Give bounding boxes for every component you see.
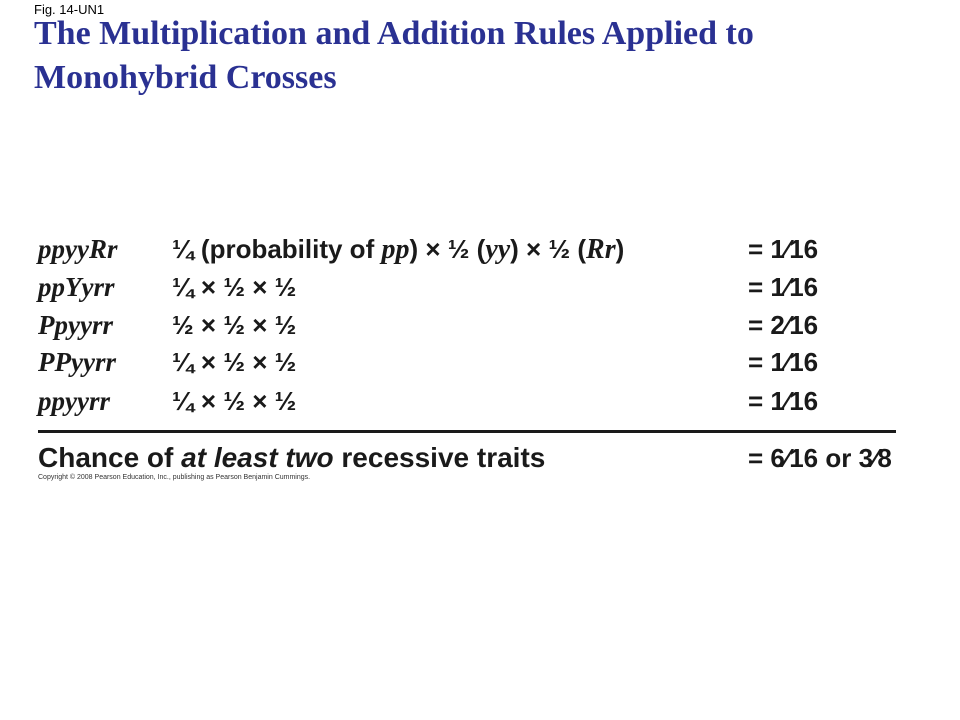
genotype-label: PPyyrr bbox=[38, 347, 116, 377]
figure-label: Fig. 14-UN1 bbox=[34, 2, 105, 17]
probability-result: = 1⁄16 bbox=[748, 234, 819, 264]
copyright-notice: Copyright © 2008 Pearson Education, Inc., publishing as Pearson Benjamin Cummings. bbox=[38, 474, 311, 481]
calc-genotype-term: pp bbox=[381, 234, 410, 265]
summary-prefix: Chance of bbox=[38, 442, 182, 473]
calc-genotype-term: Rr bbox=[586, 234, 616, 265]
probability-calculation: ¼ × ½ × ½ bbox=[172, 386, 297, 416]
probability-result: = 2⁄16 bbox=[748, 310, 819, 340]
genotype-label: ppYyrr bbox=[38, 272, 115, 302]
genotype-label: ppyyRr bbox=[38, 234, 118, 264]
summary-emphasis: at least two bbox=[181, 442, 334, 473]
calc-genotype-term: yy bbox=[485, 234, 511, 265]
slide-title: The Multiplication and Addition Rules Applied to Monohybrid Crosses bbox=[34, 15, 754, 96]
probability-calculation bbox=[172, 232, 624, 267]
calc-text: ) × ½ ( bbox=[409, 234, 486, 264]
sum-divider bbox=[38, 430, 896, 433]
probability-result: = 1⁄16 bbox=[748, 272, 819, 302]
summary-suffix: recessive traits bbox=[333, 442, 546, 473]
summary-result: = 6⁄16 or 3⁄8 bbox=[748, 443, 892, 473]
probability-result: = 1⁄16 bbox=[748, 347, 819, 377]
genotype-label: Ppyyrr bbox=[38, 310, 113, 340]
probability-result: = 1⁄16 bbox=[748, 386, 819, 416]
calc-text: ) bbox=[615, 234, 625, 264]
probability-calculation: ¼ × ½ × ½ bbox=[172, 272, 297, 302]
genotype-label: ppyyrr bbox=[38, 386, 110, 416]
probability-calculation: ¼ × ½ × ½ bbox=[172, 347, 297, 377]
calc-text: ) × ½ ( bbox=[510, 234, 587, 264]
probability-calculation: ½ × ½ × ½ bbox=[172, 310, 297, 340]
calc-text: ¼ (probability of bbox=[172, 234, 382, 264]
summary-label bbox=[38, 440, 545, 476]
